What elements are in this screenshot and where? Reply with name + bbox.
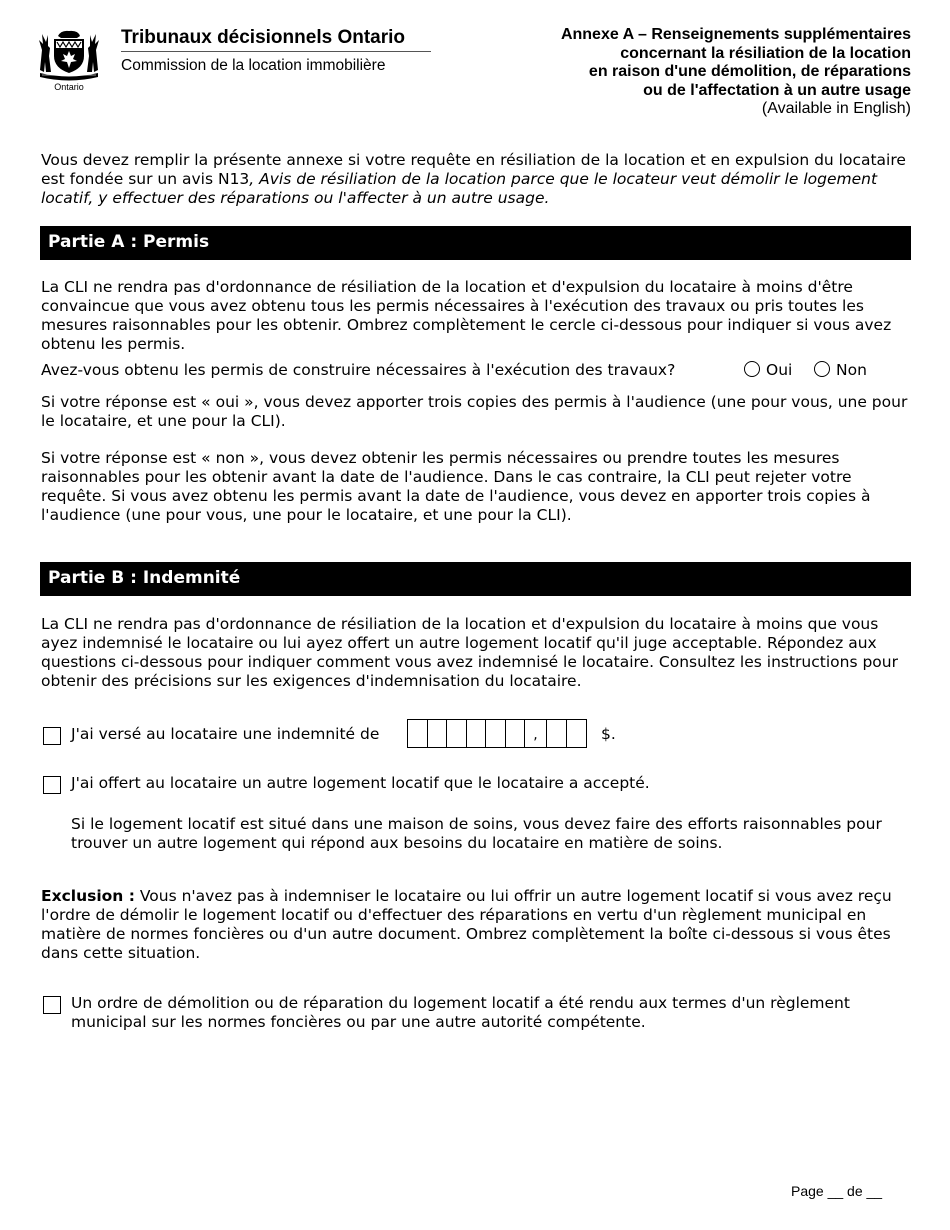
annex-title-line: Annexe A – Renseignements supplémentaires — [560, 26, 911, 43]
header — [0, 0, 950, 130]
part-b-paragraph: La CLI ne rendra pas d'ordonnance de résiliation de la location et d'expulsion du locataire à moins que vous ayez indemnisé le locataire ou lui ayez offert un autre logement locatif qu'il juge acceptable. Répondez aux questions ci-dessous pour indiquer comment vous avez indemnisé le locataire. Consultez les instructions pour obtenir des précisions sur les exigences d'indemnisation du locataire. — [41, 615, 898, 690]
amount-digit-box[interactable] — [408, 720, 428, 747]
amount-digit-box[interactable] — [428, 720, 448, 747]
available-in-english: (Available in English) — [761, 100, 911, 117]
annex-title-line: ou de l'affectation à un autre usage — [643, 81, 911, 99]
permits-question: Avez-vous obtenu les permis de construire nécessaires à l'exécution des travaux? — [41, 361, 676, 379]
permits-yes-option[interactable]: Oui — [744, 361, 792, 380]
page-number: Page __ de __ — [791, 1183, 883, 1199]
section-header-part-a: Partie A : Permis — [40, 226, 911, 260]
care-home-note: Si le logement locatif est situé dans une maison de soins, vous devez faire des efforts raisonnables pour trouver un autre logement qui répond aux besoins du locataire en matière de soins. — [71, 815, 882, 852]
part-a-yes-paragraph: Si votre réponse est « oui », vous devez apporter trois copies des permis à l'audience (une pour vous, une pour le locataire, et une pour la CLI). — [41, 393, 908, 430]
part-a-no-paragraph: Si votre réponse est « non », vous devez obtenir les permis nécessaires ou prendre toutes les mesures raisonnables pour les obtenir avant la date de l'audience. Dans le cas contraire, la CLI peut rejeter votre requête. Si vous avez obtenu les permis avant la date de l'audience, vous devez en apporter trois copies à l'audience (une pour vous, une pour le locataire, et une pour la CLI). — [41, 449, 871, 524]
org-title: Tribunaux décisionnels Ontario — [121, 27, 405, 48]
demolition-order-label: Un ordre de démolition ou de réparation du logement locatif a été rendu aux termes d'un règlement municipal sur les normes foncières ou par une autre autorité compétente. — [71, 994, 850, 1031]
amount-digit-box[interactable] — [486, 720, 506, 747]
annex-title — [561, 26, 911, 119]
section-header-part-b: Partie B : Indemnité — [40, 562, 911, 596]
intro-paragraph: Vous devez remplir la présente annexe si votre requête en résiliation de la location et en expulsion du locataire est fondée sur un avis N13, Avis de résiliation de la location parce que le locateur veut démolir le logement locatif, y effectuer des réparations ou l'affecter à un autre usage. — [41, 151, 906, 207]
alternative-unit-checkbox[interactable] — [43, 776, 61, 794]
compensation-paid-label: J'ai versé au locataire une indemnité de — [71, 725, 380, 743]
exclusion-paragraph: Exclusion : Vous n'avez pas à indemniser le locataire ou lui offrir un autre logement locatif si vous avez reçu l'ordre de démolir le logement locatif ou d'effectuer des réparations en vertu d'un règlement municipal en matière de normes foncières ou d'un autre document. Ombrez complètement la boîte ci-dessous si vous êtes dans cette situation. — [41, 887, 892, 962]
amount-separator: , — [525, 720, 547, 747]
no-radio[interactable] — [814, 361, 830, 377]
compensation-amount-field[interactable] — [407, 719, 587, 748]
yes-radio[interactable] — [744, 361, 760, 377]
part-a-paragraph: La CLI ne rendra pas d'ordonnance de résiliation de la location et d'expulsion du locataire à moins d'être convaincue que vous avez obtenu tous les permis nécessaires à l'exécution des travaux ou pris toutes les mesures raisonnables pour les obtenir. Ombrez complètement le cercle ci-dessous pour indiquer si vous avez obtenu les permis. — [41, 278, 892, 353]
amount-digit-box[interactable] — [547, 720, 567, 747]
amount-currency-suffix: $. — [601, 725, 616, 743]
annex-title-line: concernant la résiliation de la location — [620, 44, 911, 62]
annex-title-line: en raison d'une démolition, de réparations — [588, 63, 911, 80]
alternative-unit-label: J'ai offert au locataire un autre logement locatif que le locataire a accepté. — [71, 774, 650, 792]
amount-digit-box[interactable] — [567, 720, 587, 747]
permits-no-option[interactable]: Non — [814, 361, 867, 380]
demolition-order-checkbox[interactable] — [43, 996, 61, 1014]
header-divider — [121, 51, 431, 52]
coat-of-arms-caption: Ontario — [54, 82, 84, 92]
amount-digit-box[interactable] — [467, 720, 487, 747]
compensation-paid-checkbox[interactable] — [43, 727, 61, 745]
amount-digit-box[interactable] — [447, 720, 467, 747]
amount-digit-box[interactable] — [506, 720, 526, 747]
org-subtitle: Commission de la location immobilière — [121, 57, 386, 74]
